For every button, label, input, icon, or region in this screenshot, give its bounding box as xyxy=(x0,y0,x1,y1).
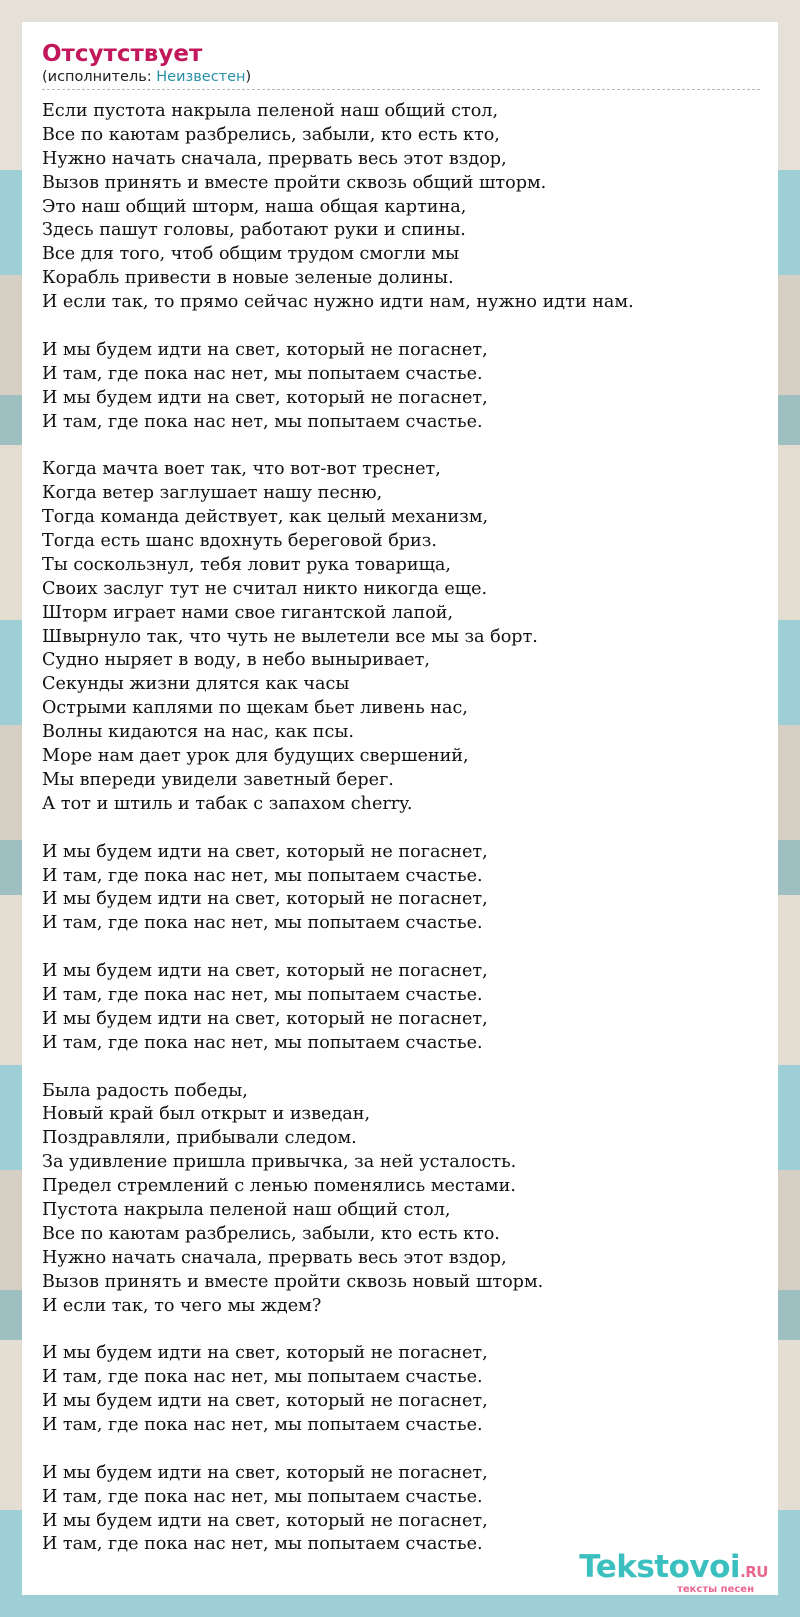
lyric-line: И там, где пока нас нет, мы попытаем счастье. xyxy=(42,1032,483,1053)
artist-prefix: (исполнитель: xyxy=(42,69,157,85)
lyric-line: И если так, то прямо сейчас нужно идти нам, нужно идти нам. xyxy=(42,292,634,313)
lyric-line: Волны кидаются на нас, как псы. xyxy=(42,722,354,743)
logo-tld-text: .RU xyxy=(740,1563,768,1581)
logo-wordmark xyxy=(579,1551,768,1588)
lyric-line: И мы будем идти на свет, который не погаснет, xyxy=(42,387,488,408)
lyric-line: Здесь пашут головы, работают руки и спины. xyxy=(42,220,466,241)
lyric-line: И там, где пока нас нет, мы попытаем счастье. xyxy=(42,1367,483,1388)
lyrics-body xyxy=(42,100,758,1557)
lyric-line: Секунды жизни длятся как часы xyxy=(42,674,350,695)
lyric-line: Если пустота накрыла пеленой наш общий стол, xyxy=(42,101,499,121)
lyric-line: Вызов принять и вместе пройти сквозь общий шторм. xyxy=(42,172,547,193)
stanza-gap xyxy=(42,817,758,841)
lyric-line: И там, где пока нас нет, мы попытаем счастье. xyxy=(42,1534,483,1555)
lyric-line: Вызов принять и вместе пройти сквозь новый шторм. xyxy=(42,1271,544,1292)
lyric-line: И мы будем идти на свет, который не погаснет, xyxy=(42,889,488,910)
lyric-line: И мы будем идти на свет, который не погаснет, xyxy=(42,1462,488,1483)
lyric-line: И мы будем идти на свет, который не погаснет, xyxy=(42,339,488,360)
lyric-line: Ты соскользнул, тебя ловит рука товарища, xyxy=(42,554,452,575)
lyric-line: И мы будем идти на свет, который не погаснет, xyxy=(42,841,488,862)
lyric-line: Новый край был открыт и изведан, xyxy=(42,1104,371,1125)
artist-link[interactable]: Неизвестен xyxy=(156,69,246,85)
stanza-gap xyxy=(42,315,758,339)
lyric-line: И мы будем идти на свет, который не погаснет, xyxy=(42,961,488,982)
artist-line xyxy=(42,68,760,90)
lyrics-card xyxy=(22,22,778,1595)
lyric-line: Нужно начать сначала, прервать весь этот вздор, xyxy=(42,148,507,169)
stanza-gap xyxy=(42,1318,758,1342)
lyric-line: И там, где пока нас нет, мы попытаем счастье. xyxy=(42,1414,483,1435)
lyric-line: Острыми каплями по щекам бьет ливень нас, xyxy=(42,698,468,719)
lyric-line: Судно ныряет в воду, в небо выныривает, xyxy=(42,650,430,671)
lyric-line: И если так, то чего мы ждем? xyxy=(42,1295,322,1316)
lyric-line: Была радость победы, xyxy=(42,1080,248,1101)
lyric-line: Нужно начать сначала, прервать весь этот вздор, xyxy=(42,1247,507,1268)
lyric-line: Это наш общий шторм, наша общая картина, xyxy=(42,196,467,217)
lyric-line: Все по каютам разбрелись, забыли, кто есть кто, xyxy=(42,124,500,145)
lyric-line: Все по каютам разбрелись, забыли, кто есть кто. xyxy=(42,1223,500,1244)
lyric-line: Тогда есть шанс вдохнуть береговой бриз. xyxy=(42,531,437,552)
logo-main-text: Tekstovoi xyxy=(579,1549,741,1585)
lyric-line: Поздравляли, прибывали следом. xyxy=(42,1128,357,1149)
lyric-line: Корабль привести в новые зеленые долины. xyxy=(42,268,454,289)
artist-suffix: ) xyxy=(245,69,252,85)
lyric-line: Предел стремлений с ленью поменялись местами. xyxy=(42,1176,516,1197)
lyric-line: Все для того, чтоб общим трудом смогли мы xyxy=(42,244,460,265)
lyric-line: И там, где пока нас нет, мы попытаем счастье. xyxy=(42,411,483,432)
site-logo[interactable] xyxy=(579,1551,768,1595)
lyric-line: И там, где пока нас нет, мы попытаем счастье. xyxy=(42,363,483,384)
lyric-line: Море нам дает урок для будущих свершений, xyxy=(42,746,469,767)
lyric-line: Швырнуло так, что чуть не вылетели все мы за борт. xyxy=(42,626,538,647)
lyric-line: И мы будем идти на свет, который не погаснет, xyxy=(42,1008,488,1029)
song-title: Отсутствует xyxy=(42,41,203,67)
lyric-line: А тот и штиль и табак с запахом cherry. xyxy=(42,793,413,814)
stanza-gap xyxy=(42,434,758,458)
lyric-line: Когда мачта воет так, что вот-вот треснет, xyxy=(42,459,441,480)
stanza-gap xyxy=(42,1056,758,1080)
logo-subtitle: тексты песен xyxy=(677,1584,754,1595)
lyric-line: И там, где пока нас нет, мы попытаем счастье. xyxy=(42,865,483,886)
stanza-gap xyxy=(42,1438,758,1462)
lyric-line: Мы впереди увидели заветный берег. xyxy=(42,769,394,790)
lyric-line: И мы будем идти на свет, который не погаснет, xyxy=(42,1343,488,1364)
lyric-line: Своих заслуг тут не считал никто никогда еще. xyxy=(42,578,488,599)
lyric-line: Пустота накрыла пеленой наш общий стол, xyxy=(42,1199,451,1220)
lyric-line: Шторм играет нами свое гигантской лапой, xyxy=(42,602,454,623)
lyric-line: Тогда команда действует, как целый механизм, xyxy=(42,507,489,528)
lyric-line: Когда ветер заглушает нашу песню, xyxy=(42,483,383,504)
lyric-line: И там, где пока нас нет, мы попытаем счастье. xyxy=(42,984,483,1005)
lyric-line: И там, где пока нас нет, мы попытаем счастье. xyxy=(42,1486,483,1507)
lyric-line: За удивление пришла привычка, за ней усталость. xyxy=(42,1152,517,1173)
lyric-line: И там, где пока нас нет, мы попытаем счастье. xyxy=(42,913,483,934)
stanza-gap xyxy=(42,936,758,960)
lyric-line: И мы будем идти на свет, который не погаснет, xyxy=(42,1391,488,1412)
lyric-line: И мы будем идти на свет, который не погаснет, xyxy=(42,1510,488,1531)
